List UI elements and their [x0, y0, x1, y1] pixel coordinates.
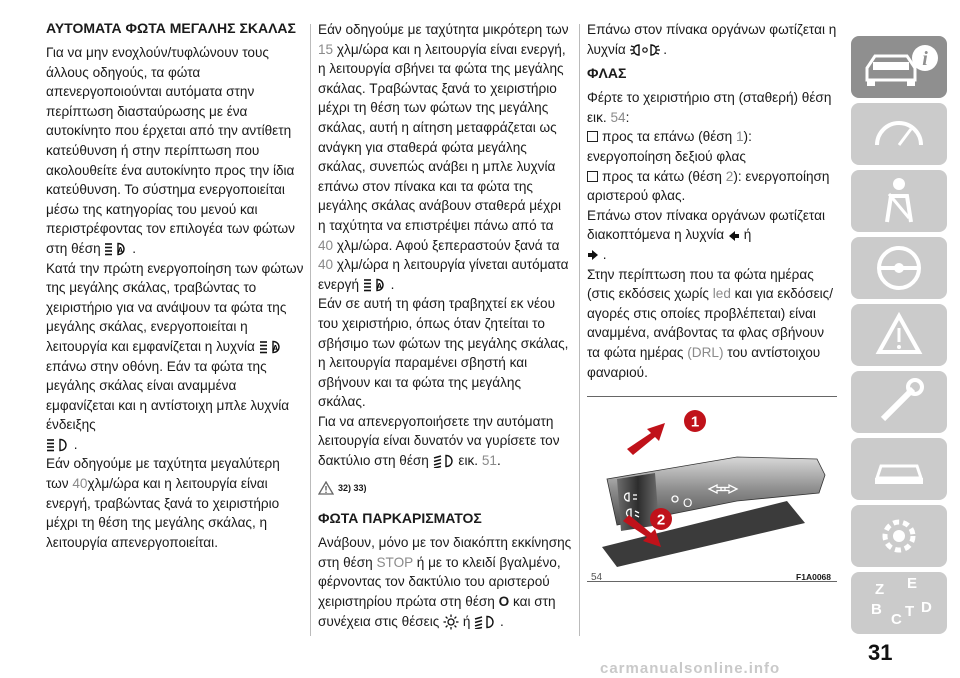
ring-position: O	[498, 594, 510, 610]
index-letter: C	[891, 611, 902, 628]
figure-number: 54	[591, 572, 603, 584]
text: .	[499, 613, 504, 629]
low-beam-icon	[433, 454, 455, 468]
paragraph	[587, 265, 837, 383]
auto-high-beam-icon	[363, 278, 387, 292]
paragraph	[318, 533, 572, 631]
speed-value: 15	[318, 41, 334, 57]
note-refs: 32) 33)	[338, 482, 367, 493]
text: Επάνω στον πίνακα οργάνων φωτίζεται διακοπτόμενα η λυχνία	[587, 207, 825, 243]
heading-turn-signals: ΦΛΑΣ	[587, 65, 627, 82]
tab-safety[interactable]	[851, 170, 947, 232]
paragraph	[587, 20, 837, 59]
left-arrow-icon	[728, 230, 740, 242]
bullet-item	[587, 167, 837, 206]
text: χλμ/ώρα η λειτουργία γίνεται αυτόματα ενεργή	[318, 257, 569, 292]
warning-triangle-icon	[318, 481, 334, 495]
index-letter: D	[921, 599, 932, 616]
figure-ref: 54	[610, 109, 626, 125]
side-lights-icon	[630, 43, 660, 57]
text: Στην περίπτωση που τα φώτα ημέρας (στις εκδόσεις χωρίς	[587, 266, 814, 302]
paragraph	[46, 454, 304, 552]
svg-text:A: A	[117, 246, 124, 256]
text: .	[602, 246, 607, 262]
text: προς τα επάνω (θέση	[602, 129, 733, 145]
warning-icon	[851, 304, 947, 366]
text: ): ενεργοποίηση αριστερού φλας.	[587, 168, 830, 204]
text: εικ.	[458, 453, 479, 469]
paragraph	[46, 259, 304, 455]
tab-vehicle-info[interactable]	[851, 36, 947, 98]
arrow-up	[627, 423, 665, 455]
watermark: carmanualsonline.info	[600, 660, 781, 677]
text: ή	[743, 227, 752, 243]
svg-text:i: i	[922, 48, 928, 70]
text: Για να απενεργοποιήσετε την αυτόματη λειτουργία είναι δυνατόν να γυρίσετε τον δακτύλιο στη θέση	[318, 413, 560, 469]
text: .	[390, 276, 395, 292]
text: του αντίστοιχου φαναριού.	[587, 344, 821, 380]
svg-text:A: A	[376, 282, 383, 292]
dashboard-icon	[851, 103, 947, 165]
low-beam-icon	[474, 615, 496, 629]
auto-high-beam-icon	[104, 242, 128, 256]
index-letters-icon	[851, 572, 947, 634]
callout-2-label: 2	[656, 511, 666, 529]
bullet-item	[587, 127, 837, 166]
paragraph: Εάν σε αυτή τη φάση τραβηχτεί εκ νέου του χειριστήριο, όπως όταν ζητείται το σβήσιμο των φώτων της μεγάλης σκάλας, η λειτουργία παραμένει σβηστή και σβήνουν και τα φώτα της μεγάλης σκάλας.	[318, 296, 569, 410]
text: .	[132, 240, 137, 256]
text: Επάνω στον πίνακα οργάνων φωτίζεται η λυχνία	[587, 22, 837, 57]
text: Κατά την πρώτη ενεργοποίηση των φώτων της μεγάλης σκάλας, τραβώντας το χειριστήριο για να ανάψουν τα φώτα της μεγάλης σκάλας, ενεργοποιείται η λειτουργία και εμφανίζεται η λυχνία	[46, 260, 304, 354]
warning-notes	[318, 479, 572, 499]
wrench-icon	[851, 371, 947, 433]
parking-lights-icon	[443, 614, 459, 630]
text: ή	[462, 613, 471, 629]
text: Για να μην ενοχλούν/τυφλώνουν τους άλλους οδηγούς, τα φώτα απενεργοποιούνται αυτόματα στην περίπτωση διασταύρωσης με ένα αυτοκίνητο που έρχεται από την αντίθετη κατεύθυνση ή στην περίπτωση που ακολουθείτε ένα αυτοκίνητο προς την ίδια κατεύθυνση. Το σύστημα ενεργοποιείται μέσω της κατηγορίας του μενού και περιστρέφοντας τον επιλογέα των φώτων στη θέση	[46, 45, 295, 256]
text: :	[625, 109, 630, 125]
text: χλμ/ώρα και η λειτουργία είναι ενεργή, η λειτουργία σβήνει τα φώτα της μεγάλης σκάλας. Τραβώντας ξανά το χειριστήριο μέχρι τη θέση των φώτων της μεγάλης σκάλας, αυτή η αίτηση μεταφράζεται ως ανάγκη για σταθερά φώτα μεγάλης σκάλας, συνεπώς ανάβει η μπλε λυχνία επάνω στον πίνακα και τα φώτα της μεγάλης σκάλας ανάβουν σταθερά μέχρι η ταχύτητα να επιστρέψει πάνω από τα	[318, 41, 566, 233]
text: προς τα κάτω (θέση	[602, 168, 722, 184]
auto-high-beam-icon	[259, 340, 283, 354]
text: .	[73, 436, 78, 452]
svg-text:A: A	[272, 344, 278, 354]
paragraph	[46, 43, 304, 259]
column-2	[318, 20, 572, 631]
page-number: 31	[868, 640, 893, 665]
figure-code: F1A0068	[796, 572, 831, 583]
text: και για εκδόσεις/αγορές στις οποίες προβλέπεται) είναι αναμμένα, ανάβοντας τα φλας σβήνουν τα φώτα ημέρας	[587, 286, 834, 360]
tab-maintenance[interactable]	[851, 438, 947, 500]
text: Εάν οδηγούμε με ταχύτητα μεγαλύτερη των	[46, 456, 280, 492]
drl-label: (DRL)	[687, 344, 724, 360]
text: και στη συνέχεια στις θέσεις	[318, 594, 556, 629]
text: Φέρτε το χειριστήριο στη (σταθερή) θέση εικ.	[587, 90, 832, 125]
gear-icon	[851, 505, 947, 567]
svg-text:O: O	[683, 496, 693, 511]
tab-warning-lights[interactable]	[851, 304, 947, 366]
index-letter: T	[905, 603, 915, 620]
column-divider	[579, 24, 580, 636]
index-letter: B	[871, 601, 882, 618]
paragraph	[587, 88, 837, 127]
paragraph	[587, 206, 837, 265]
seatbelt-icon	[851, 170, 947, 232]
car-lift-icon	[851, 438, 947, 500]
bullet-box	[587, 171, 598, 182]
paragraph	[318, 20, 572, 294]
text: .	[496, 453, 501, 469]
car-info-icon	[851, 36, 947, 98]
figure-ref: 51	[481, 453, 497, 469]
ignition-position: STOP	[376, 554, 413, 570]
speed-value: 40	[318, 237, 334, 253]
tab-starting-driving[interactable]	[851, 237, 947, 299]
paragraph	[318, 412, 572, 471]
right-arrow-icon	[587, 249, 599, 261]
led-label: led	[712, 286, 731, 302]
text: επάνω στην οθόνη. Εάν τα φώτα της μεγάλης σκάλας είναι αναμμένα εμφανίζεται και η αντίστοιχη μπλε λυχνία ένδειξης	[46, 358, 290, 433]
index-letter: Z	[875, 581, 885, 598]
figure-caption	[587, 567, 837, 584]
high-beam-icon	[46, 438, 70, 452]
column-3	[587, 20, 837, 582]
text: ): ενεργοποίηση δεξιού φλας	[587, 129, 752, 164]
tab-emergency[interactable]	[851, 371, 947, 433]
tab-index[interactable]	[851, 572, 947, 634]
callout-1-label: 1	[690, 413, 700, 431]
speed-value: 40	[72, 476, 88, 492]
column-1	[46, 20, 304, 552]
column-divider	[310, 24, 311, 636]
turn-signal-stalk-illustration	[587, 397, 837, 567]
tab-dashboard[interactable]	[851, 103, 947, 165]
text: ή με το κλειδί βγαλμένο, φέρνοντας τον δακτύλιο του αριστερού χειριστηρίου πρώτα στη θέση	[318, 554, 561, 610]
tab-technical-data[interactable]	[851, 505, 947, 567]
steering-wheel-icon	[851, 237, 947, 299]
text: Εάν οδηγούμε με ταχύτητα μικρότερη των	[318, 22, 569, 37]
figure-54-stalk	[587, 397, 837, 567]
position-number: 1	[735, 129, 744, 145]
text: .	[663, 41, 668, 57]
heading-auto-high-beam: ΑΥΤΟΜΑΤΑ ΦΩΤΑ ΜΕΓΑΛΗΣ ΣΚΑΛΑΣ	[46, 20, 296, 36]
text: χλμ/ώρα. Αφού ξεπεραστούν ξανά τα	[336, 237, 560, 253]
text: Ανάβουν, μόνο με τον διακόπτη εκκίνησης στη θέση	[318, 535, 572, 570]
text: χλμ/ώρα και η λειτουργία είναι ενεργή, τραβώντας ξανά το χειριστήριο μέχρι τη θέση της μεγάλης σκάλας, η λειτουργία απενεργοποιείται.	[46, 476, 280, 550]
index-letter: E	[907, 575, 918, 592]
speed-value: 40	[318, 257, 334, 273]
bullet-box	[587, 131, 598, 142]
heading-parking-lights: ΦΩΤΑ ΠΑΡΚΑΡΙΣΜΑΤΟΣ	[318, 510, 482, 527]
position-number: 2	[725, 168, 734, 184]
